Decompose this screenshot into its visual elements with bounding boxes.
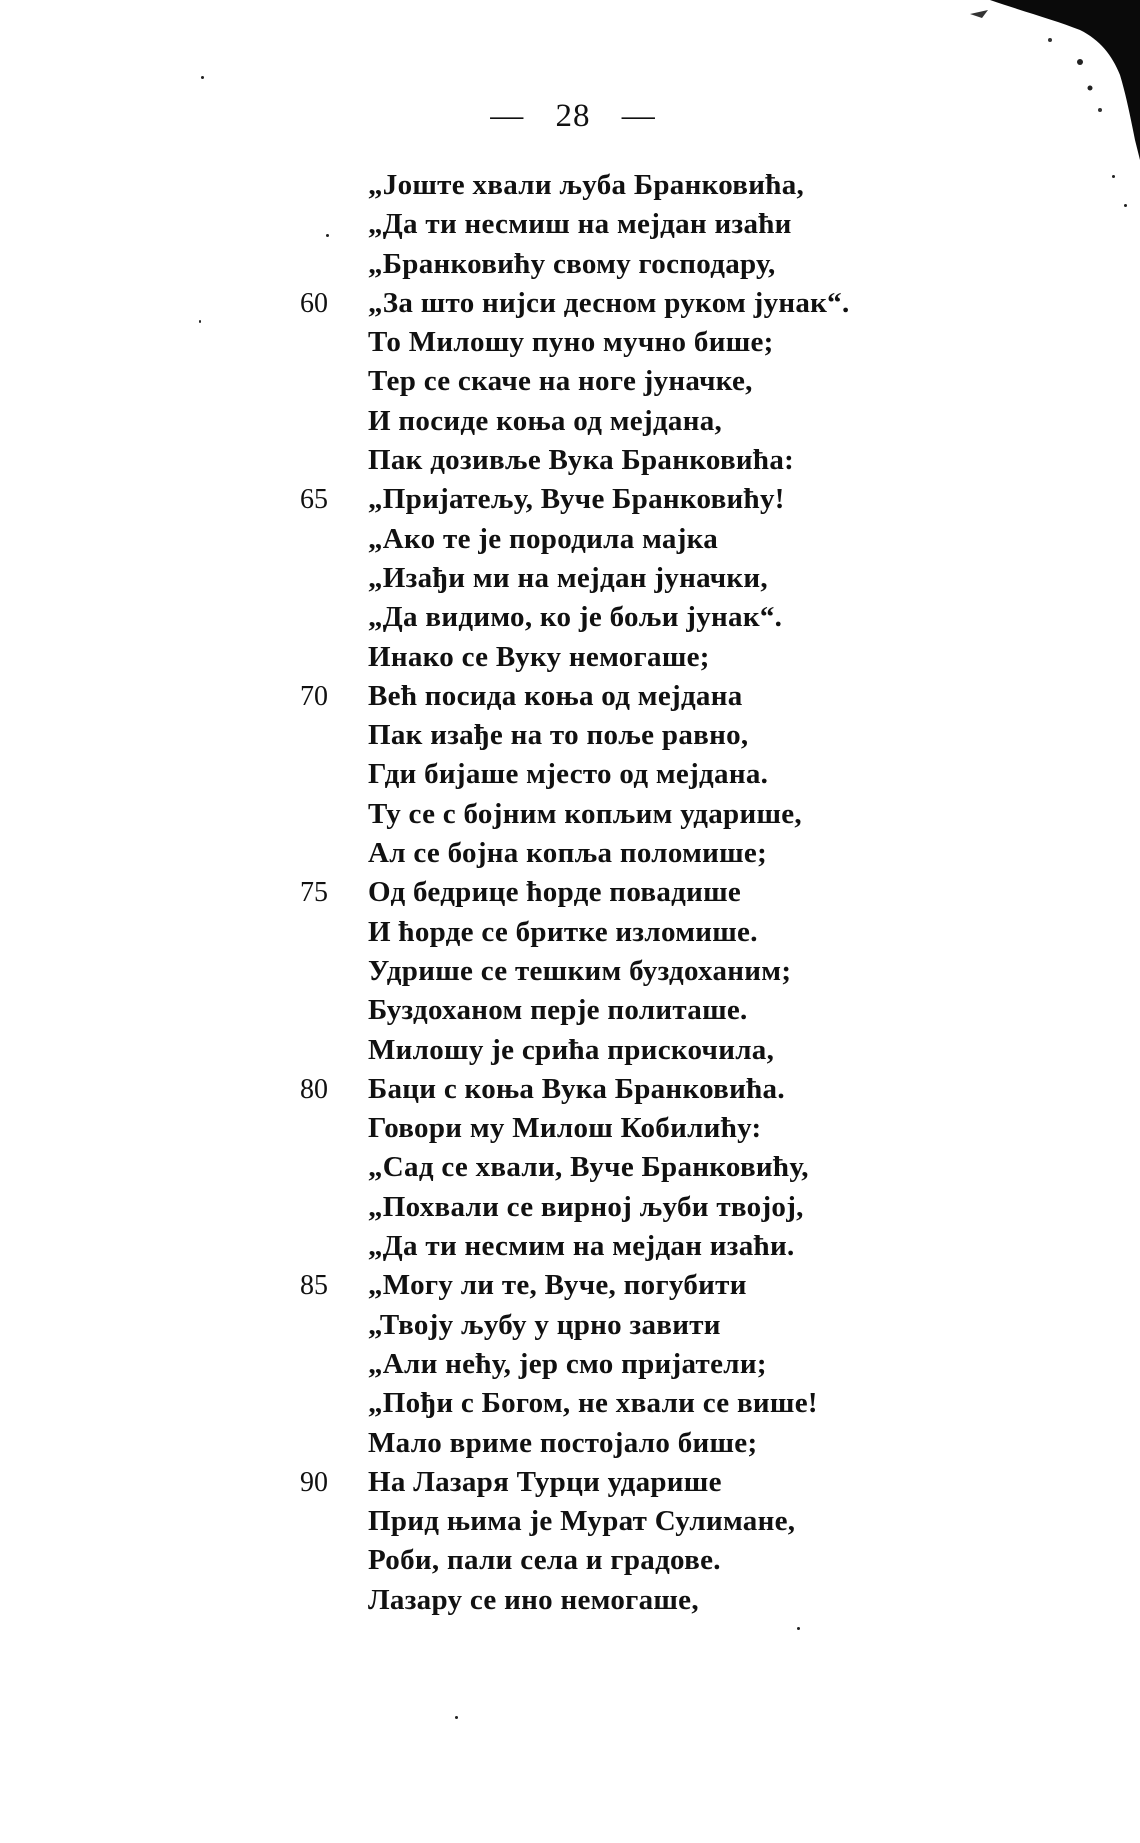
verse-text: Милошу је срића прискочила, <box>368 1033 775 1066</box>
verse-text: Пак изађе на то поље равно, <box>368 719 749 752</box>
line-number: 85 <box>300 1270 328 1302</box>
speck-mark <box>455 1716 458 1719</box>
poem-line <box>0 1581 1140 1620</box>
line-number: 70 <box>300 680 328 712</box>
poem-line <box>0 1188 1140 1227</box>
poem-line <box>0 559 1140 598</box>
verse-text: „Да ти несмиш на мејдан изаћи <box>368 208 792 241</box>
verse-text: Већ посида коња од мејдана <box>368 679 743 712</box>
verse-text: Мало вриме постојало бише; <box>368 1426 758 1459</box>
verse-text: Инако се Вуку немогаше; <box>368 640 710 673</box>
poem-line <box>0 716 1140 755</box>
line-number: 90 <box>300 1466 328 1498</box>
poem-line <box>0 991 1140 1030</box>
verse-text: На Лазаря Турци ударише <box>368 1465 722 1498</box>
verse-text: „Ако те је породила мајка <box>368 522 719 555</box>
verse-text: Прид њима је Мурат Сулимане, <box>368 1505 796 1538</box>
poem-line <box>0 795 1140 834</box>
poem-line <box>0 1070 1140 1109</box>
poem-line <box>0 284 1140 323</box>
verse-text: „За што нијси десном руком јунак“. <box>368 286 850 319</box>
verse-text: „Али нећу, јер смо пријатели; <box>368 1347 767 1380</box>
poem-line <box>0 402 1140 441</box>
verse-text: „Изађи ми на мејдан јуначки, <box>368 561 768 594</box>
verse-text: Баци с коња Вука Бранковића. <box>368 1072 785 1105</box>
poem-line <box>0 1345 1140 1384</box>
line-number: 75 <box>300 877 328 909</box>
poem-line <box>0 480 1140 519</box>
poem-line <box>0 1109 1140 1148</box>
verse-text: Буздоханом перје политаше. <box>368 994 748 1027</box>
poem-line <box>0 1424 1140 1463</box>
speck-mark <box>201 76 204 79</box>
poem-line <box>0 1306 1140 1345</box>
poem-line <box>0 598 1140 637</box>
verse-text: Од бедрице ћорде повадише <box>368 876 742 909</box>
poem-line <box>0 873 1140 912</box>
page-number: 28 <box>555 98 591 134</box>
poem-line <box>0 638 1140 677</box>
poem-line <box>0 755 1140 794</box>
line-number: 65 <box>300 484 328 516</box>
poem-block <box>0 166 1140 1620</box>
verse-text: Говори му Милош Кобилићу: <box>368 1112 762 1145</box>
poem-line <box>0 913 1140 952</box>
verse-text: „Сад се хвали, Вуче Бранковићу, <box>368 1151 809 1184</box>
poem-line <box>0 441 1140 480</box>
verse-text: „Да ти несмим на мејдан изаћи. <box>368 1230 795 1263</box>
verse-text: И посиде коња од мејдана, <box>368 404 723 437</box>
poem-line <box>0 520 1140 559</box>
poem-line <box>0 1148 1140 1187</box>
poem-line <box>0 677 1140 716</box>
verse-text: Гди бијаше мјесто од мејдана. <box>368 758 769 791</box>
verse-text: „Пођи с Богом, не хвали се више! <box>368 1387 818 1420</box>
verse-text: То Милошу пуно мучно бише; <box>368 326 774 359</box>
poem-line <box>0 362 1140 401</box>
poem-line <box>0 834 1140 873</box>
verse-text: Тер се скаче на ноге јуначке, <box>368 365 753 398</box>
poem-line <box>0 1463 1140 1502</box>
verse-text: „Јоште хвали љуба Бранковића, <box>368 169 805 201</box>
verse-text: „Бранковићу свому господару, <box>368 247 776 280</box>
poem-line <box>0 952 1140 991</box>
poem-line <box>0 1227 1140 1266</box>
header-dash-left: — <box>490 98 525 134</box>
line-number: 60 <box>300 287 328 319</box>
verse-text: И ћорде се бритке изломише. <box>368 915 758 948</box>
page-header-inner <box>468 98 678 134</box>
poem-line <box>0 323 1140 362</box>
corner-scan-damage <box>930 0 1140 160</box>
poem-line <box>0 166 1140 205</box>
line-number: 80 <box>300 1073 328 1105</box>
header-dash-right: — <box>621 98 656 134</box>
poem-line <box>0 1031 1140 1070</box>
verse-text: Роби, пали села и градове. <box>368 1544 721 1577</box>
verse-text: „Могу ли те, Вуче, погубити <box>368 1269 747 1302</box>
poem-line <box>0 1502 1140 1541</box>
verse-text: „Да видимо, ко је бољи јунак“. <box>368 601 783 634</box>
verse-text: Лазару се ино немогаше, <box>368 1583 699 1616</box>
verse-text: „Пријатељу, Вуче Бранковићу! <box>368 483 785 516</box>
poem-line <box>0 1384 1140 1423</box>
speck-mark <box>797 1627 800 1630</box>
verse-text: Ту се с бојним копљим ударише, <box>368 797 802 830</box>
verse-text: Пак дозивље Вука Бранковића: <box>368 444 795 477</box>
poem-line <box>0 1266 1140 1305</box>
verse-text: Ал се бојна копља поломише; <box>368 837 768 870</box>
poem-line <box>0 1541 1140 1580</box>
verse-text: „Твоју љубу у црно завити <box>368 1308 721 1341</box>
poem-line <box>0 205 1140 244</box>
poem-line <box>0 245 1140 284</box>
verse-text: „Похвали се вирној љуби твојој, <box>368 1190 804 1223</box>
verse-text: Удрише се тешким буздоханим; <box>368 954 792 987</box>
